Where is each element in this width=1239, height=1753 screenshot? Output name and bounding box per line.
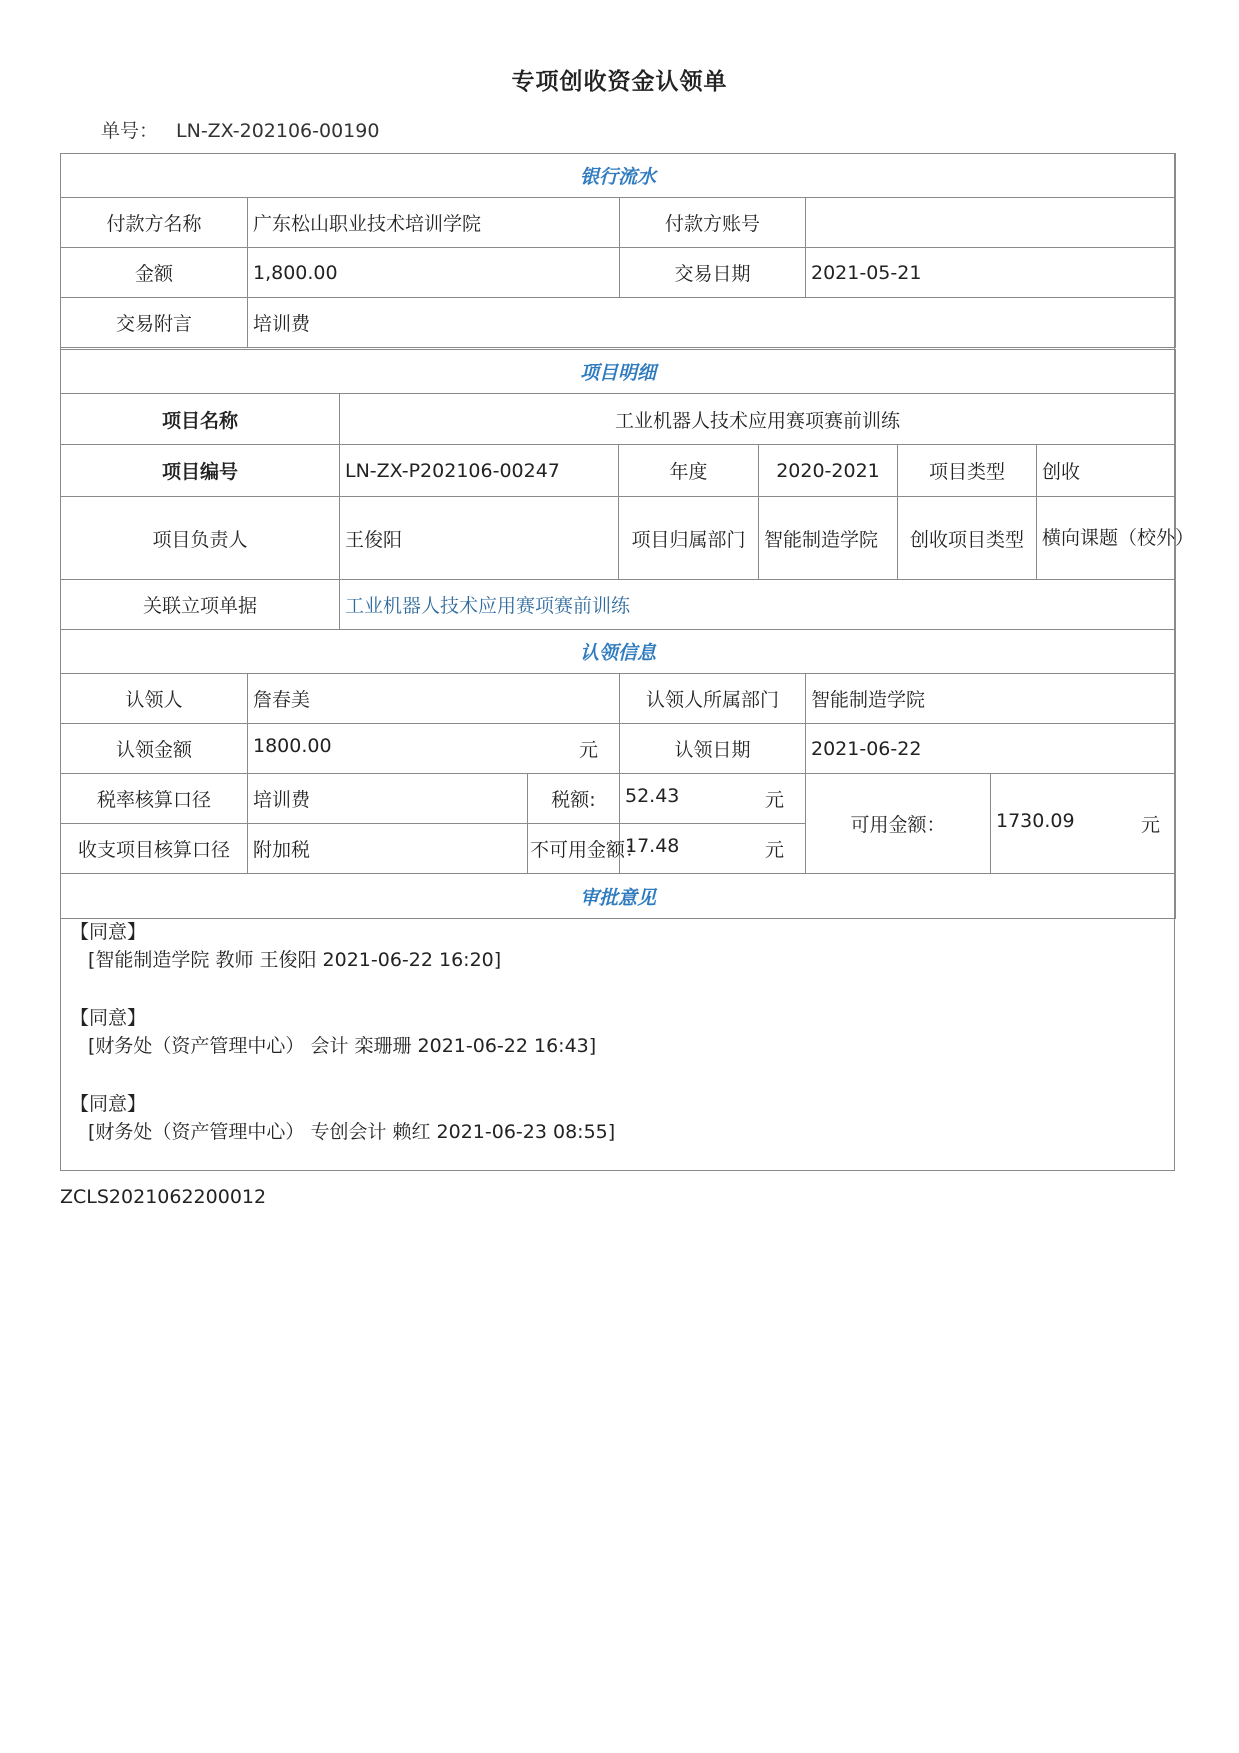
project-code-label: 项目编号 [61, 445, 340, 497]
doc-number [101, 116, 379, 143]
trade-date-value: 2021-05-21 [806, 248, 1176, 298]
budget-basis-label: 收支项目核算口径 [61, 824, 248, 874]
tax-value: 52.43 [625, 785, 680, 807]
income-type-value: 横向课题（校外） [1037, 497, 1176, 580]
claim-section-table [60, 629, 1176, 874]
payer-account-label: 付款方账号 [620, 198, 806, 248]
available-amount-cell [991, 774, 1176, 874]
approval-entry [60, 1004, 1175, 1060]
footer-code: ZCLS2021062200012 [60, 1186, 267, 1208]
tax-basis-label: 税率核算口径 [61, 774, 248, 824]
project-dept-label: 项目归属部门 [619, 497, 759, 580]
related-doc-link[interactable]: 工业机器人技术应用赛项赛前训练 [340, 580, 1176, 630]
claimant-value: 詹春美 [248, 674, 620, 724]
budget-basis-value: 附加税 [248, 824, 528, 874]
payer-name-label: 付款方名称 [61, 198, 248, 248]
unavailable-amount-label: 不可用金额： [528, 824, 620, 874]
project-code-value: LN-ZX-P202106-00247 [340, 445, 619, 497]
doc-number-value: LN-ZX-202106-00190 [176, 120, 380, 142]
bank-section-table [60, 153, 1176, 348]
approval-entry [60, 918, 1175, 974]
trade-date-label: 交易日期 [620, 248, 806, 298]
available-amount-unit: 元 [1141, 814, 1161, 836]
doc-number-label: 单号： [101, 120, 159, 142]
related-doc-label: 关联立项单据 [61, 580, 340, 630]
claim-section-header: 认领信息 [61, 630, 1176, 674]
claim-amount-value: 1800.00 [253, 735, 332, 757]
claim-amount-label: 认领金额 [61, 724, 248, 774]
project-name-label: 项目名称 [61, 394, 340, 445]
project-section-header: 项目明细 [61, 350, 1176, 394]
claimant-label: 认领人 [61, 674, 248, 724]
unavailable-amount-cell [620, 824, 806, 874]
approval-detail: [财务处（资产管理中心） 会计 栾珊珊 2021-06-22 16:43] [88, 1035, 597, 1057]
payer-name-value: 广东松山职业技术培训学院 [248, 198, 620, 248]
memo-value: 培训费 [248, 298, 1176, 348]
tax-basis-value: 培训费 [248, 774, 528, 824]
claimant-dept-label: 认领人所属部门 [620, 674, 806, 724]
unavailable-amount-unit: 元 [764, 839, 784, 861]
tax-label: 税额: [528, 774, 620, 824]
claimant-dept-value: 智能制造学院 [806, 674, 1176, 724]
claim-date-label: 认领日期 [620, 724, 806, 774]
project-section-table [60, 349, 1195, 630]
project-leader-value: 王俊阳 [340, 497, 619, 580]
form-title: 专项创收资金认领单 [511, 69, 728, 95]
payer-account-value [806, 198, 1176, 248]
approval-section-header: 审批意见 [61, 874, 1176, 919]
tax-unit: 元 [764, 789, 784, 811]
project-leader-label: 项目负责人 [61, 497, 340, 580]
amount-label: 金额 [61, 248, 248, 298]
available-amount-label: 可用金额： [806, 774, 991, 874]
approval-detail: [智能制造学院 教师 王俊阳 2021-06-22 16:20] [88, 949, 502, 971]
unavailable-amount-value: 17.48 [625, 835, 680, 857]
approval-result: 【同意】 [70, 1007, 147, 1029]
approval-list [60, 918, 1175, 1176]
approval-section-table [60, 873, 1176, 919]
tax-cell [620, 774, 806, 824]
claim-amount-unit: 元 [578, 739, 598, 761]
project-dept-value: 智能制造学院 [759, 497, 898, 580]
project-name-value: 工业机器人技术应用赛项赛前训练 [340, 394, 1176, 445]
memo-label: 交易附言 [61, 298, 248, 348]
income-type-label: 创收项目类型 [898, 497, 1037, 580]
year-value: 2020-2021 [759, 445, 898, 497]
amount-value: 1,800.00 [248, 248, 620, 298]
approval-detail: [财务处（资产管理中心） 专创会计 赖红 2021-06-23 08:55] [88, 1121, 616, 1143]
bank-section-header: 银行流水 [61, 154, 1176, 198]
approval-result: 【同意】 [70, 1093, 147, 1115]
approval-entry [60, 1090, 1175, 1146]
year-label: 年度 [619, 445, 759, 497]
approval-result: 【同意】 [70, 921, 147, 943]
project-type-label: 项目类型 [898, 445, 1037, 497]
project-type-value: 创收 [1037, 445, 1176, 497]
available-amount-value: 1730.09 [996, 810, 1075, 832]
claim-amount-cell [248, 724, 620, 774]
claim-date-value: 2021-06-22 [806, 724, 1176, 774]
